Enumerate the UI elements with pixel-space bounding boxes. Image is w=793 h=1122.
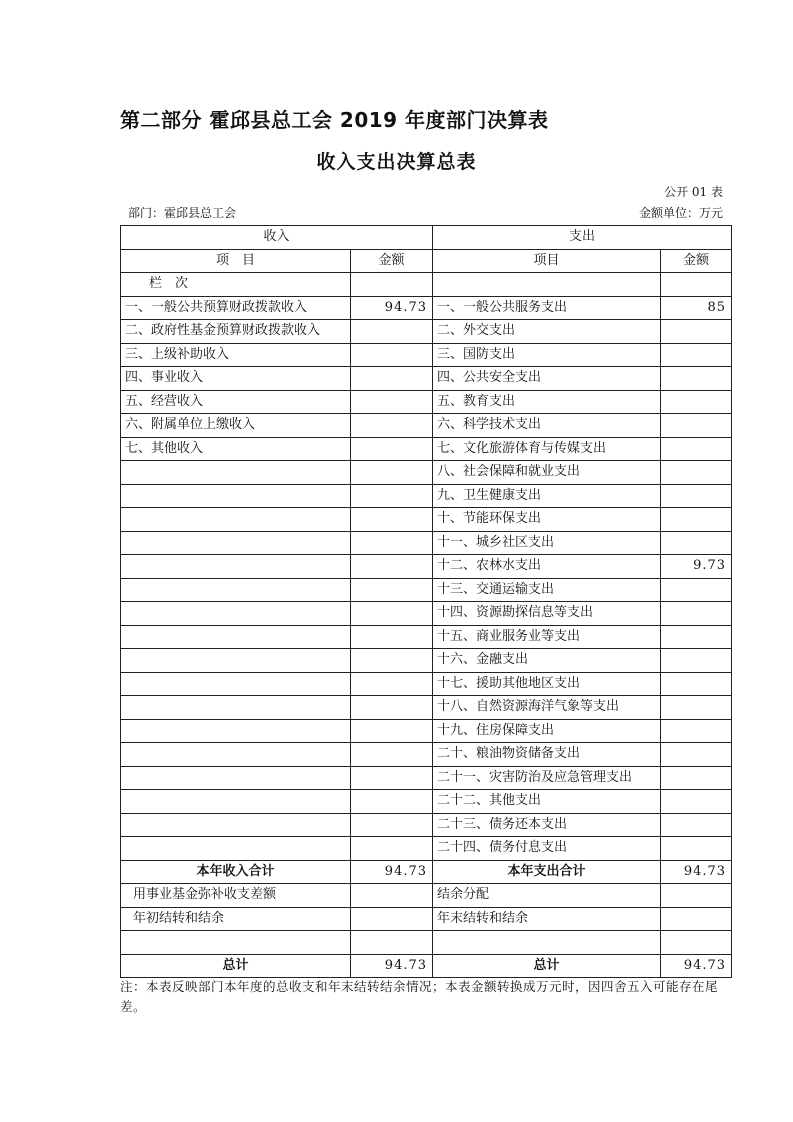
income-total-label: 总计 [121, 954, 351, 978]
income-total-amount: 94.73 [351, 954, 433, 978]
income-item-cell [121, 672, 351, 696]
table-row [121, 461, 732, 485]
table-row [121, 649, 732, 673]
table-row [121, 484, 732, 508]
income-item-cell [121, 837, 351, 861]
expense-item-cell: 二十三、债务还本支出 [433, 813, 661, 837]
expense-item-cell: 六、科学技术支出 [433, 414, 661, 438]
table-row [121, 414, 732, 438]
income-item-cell: 二、政府性基金预算财政拨款收入 [121, 320, 351, 344]
expense-amount-cell [661, 649, 732, 673]
expense-item-cell: 二十、粮油物资储备支出 [433, 743, 661, 767]
income-item-cell: 用事业基金弥补收支差额 [121, 884, 351, 908]
income-amount-cell [351, 414, 433, 438]
table-row [121, 367, 732, 391]
income-item-header: 项 目 [121, 249, 351, 273]
expense-item-cell: 七、文化旅游体育与传媒支出 [433, 437, 661, 461]
table-row [121, 837, 732, 861]
income-amount-cell [351, 508, 433, 532]
income-item-cell [121, 625, 351, 649]
income-amount-cell [351, 437, 433, 461]
income-item-cell [121, 813, 351, 837]
income-amount-cell [351, 343, 433, 367]
table-row [121, 320, 732, 344]
expense-amount-cell [661, 837, 732, 861]
expense-item-header: 项目 [433, 249, 661, 273]
income-amount-cell [351, 790, 433, 814]
expense-amount-cell: 85 [661, 296, 732, 320]
table-row [121, 790, 732, 814]
header-row-columns [121, 249, 732, 273]
expense-item-cell: 二十四、债务付息支出 [433, 837, 661, 861]
income-item-cell [121, 602, 351, 626]
expense-amount-cell [661, 437, 732, 461]
expense-amount-cell: 9.73 [661, 555, 732, 579]
income-amount-cell [351, 367, 433, 391]
form-code: 公开 01 表 [664, 185, 723, 199]
table-row [121, 884, 732, 908]
subtotal-row [121, 860, 732, 884]
expense-amount-cell [661, 625, 732, 649]
income-amount-cell [351, 390, 433, 414]
income-item-cell [121, 931, 351, 955]
income-item-cell: 六、附属单位上缴收入 [121, 414, 351, 438]
income-item-cell: 一、一般公共预算财政拨款收入 [121, 296, 351, 320]
expense-amount-cell [661, 602, 732, 626]
table-row [121, 672, 732, 696]
income-amount-cell [351, 766, 433, 790]
expense-item-cell: 三、国防支出 [433, 343, 661, 367]
income-amount-cell [351, 320, 433, 344]
expense-subtotal-label: 本年支出合计 [433, 860, 661, 884]
empty-cell [661, 273, 732, 297]
expense-amount-cell [661, 367, 732, 391]
income-item-cell: 五、经营收入 [121, 390, 351, 414]
expense-amount-cell [661, 813, 732, 837]
income-amount-cell [351, 625, 433, 649]
table-row [121, 390, 732, 414]
expense-item-cell: 结余分配 [433, 884, 661, 908]
expense-item-cell: 十九、住房保障支出 [433, 719, 661, 743]
expense-amount-cell [661, 766, 732, 790]
empty-cell [433, 273, 661, 297]
expense-item-cell: 年末结转和结余 [433, 907, 661, 931]
income-item-cell [121, 555, 351, 579]
income-amount-cell [351, 531, 433, 555]
expense-subtotal-amount: 94.73 [661, 860, 732, 884]
income-item-cell [121, 578, 351, 602]
expense-item-cell: 十一、城乡社区支出 [433, 531, 661, 555]
income-amount-cell [351, 696, 433, 720]
expense-item-cell: 十六、金融支出 [433, 649, 661, 673]
column-number-row [121, 273, 732, 297]
income-item-cell [121, 696, 351, 720]
income-amount-cell [351, 813, 433, 837]
expense-amount-cell [661, 719, 732, 743]
income-item-cell [121, 531, 351, 555]
expense-item-cell: 十、节能环保支出 [433, 508, 661, 532]
table-row [121, 296, 732, 320]
income-amount-cell [351, 461, 433, 485]
income-amount-cell [351, 884, 433, 908]
income-item-cell [121, 508, 351, 532]
expense-item-cell: 十三、交通运输支出 [433, 578, 661, 602]
expense-item-cell [433, 931, 661, 955]
income-amount-cell [351, 931, 433, 955]
table-note: 注：本表反映部门本年度的总收支和年末结转结余情况；本表金额转换成万元时，因四舍五入可能存在尾差。 [120, 979, 719, 1014]
expense-amount-cell [661, 484, 732, 508]
expense-item-cell: 十五、商业服务业等支出 [433, 625, 661, 649]
table-row [121, 555, 732, 579]
table-row [121, 696, 732, 720]
expense-item-cell: 十二、农林水支出 [433, 555, 661, 579]
expense-amount-cell [661, 390, 732, 414]
income-item-cell [121, 461, 351, 485]
income-amount-cell [351, 672, 433, 696]
page-heading: 第二部分 霍邱县总工会 2019 年度部门决算表 [120, 108, 549, 132]
expense-amount-cell [661, 414, 732, 438]
table-row [121, 743, 732, 767]
income-amount-cell [351, 484, 433, 508]
department-label: 部门：霍邱县总工会 [128, 206, 237, 220]
expense-item-cell: 九、卫生健康支出 [433, 484, 661, 508]
income-amount-header: 金额 [351, 249, 433, 273]
income-amount-cell [351, 743, 433, 767]
income-item-cell: 四、事业收入 [121, 367, 351, 391]
expense-amount-cell [661, 907, 732, 931]
table-row [121, 766, 732, 790]
empty-cell [351, 273, 433, 297]
expense-item-cell: 二、外交支出 [433, 320, 661, 344]
income-section-header: 收入 [121, 226, 433, 250]
expense-amount-cell [661, 461, 732, 485]
table-row [121, 813, 732, 837]
expense-amount-cell [661, 531, 732, 555]
expense-amount-cell [661, 508, 732, 532]
income-amount-cell [351, 907, 433, 931]
table-row [121, 531, 732, 555]
table-title: 收入支出决算总表 [316, 151, 477, 173]
header-row-sections [121, 226, 732, 250]
income-item-cell [121, 719, 351, 743]
income-amount-cell [351, 555, 433, 579]
income-subtotal-amount: 94.73 [351, 860, 433, 884]
column-number-label: 栏 次 [121, 273, 351, 297]
expense-item-cell: 十八、自然资源海洋气象等支出 [433, 696, 661, 720]
expense-amount-cell [661, 884, 732, 908]
expense-item-cell: 二十二、其他支出 [433, 790, 661, 814]
table-row [121, 508, 732, 532]
table-row [121, 602, 732, 626]
table-row [121, 578, 732, 602]
expense-section-header: 支出 [433, 226, 732, 250]
expense-item-cell: 十七、援助其他地区支出 [433, 672, 661, 696]
expense-amount-cell [661, 672, 732, 696]
expense-total-label: 总计 [433, 954, 661, 978]
income-item-cell [121, 484, 351, 508]
expense-item-cell: 一、一般公共服务支出 [433, 296, 661, 320]
expense-item-cell: 二十一、灾害防治及应急管理支出 [433, 766, 661, 790]
income-amount-cell [351, 578, 433, 602]
income-item-cell [121, 649, 351, 673]
expense-amount-cell [661, 696, 732, 720]
income-item-cell [121, 790, 351, 814]
income-amount-cell [351, 602, 433, 626]
expense-amount-cell [661, 578, 732, 602]
table-row [121, 625, 732, 649]
table-row [121, 719, 732, 743]
table-row [121, 343, 732, 367]
income-item-cell [121, 766, 351, 790]
table-row [121, 437, 732, 461]
table-row [121, 907, 732, 931]
expense-item-cell: 五、教育支出 [433, 390, 661, 414]
expense-amount-cell [661, 931, 732, 955]
income-item-cell: 年初结转和结余 [121, 907, 351, 931]
expense-amount-cell [661, 320, 732, 344]
expense-amount-cell [661, 343, 732, 367]
income-expense-table [120, 225, 732, 978]
expense-item-cell: 四、公共安全支出 [433, 367, 661, 391]
expense-item-cell: 十四、资源勘探信息等支出 [433, 602, 661, 626]
income-item-cell: 三、上级补助收入 [121, 343, 351, 367]
amount-unit-label: 金额单位：万元 [638, 206, 723, 220]
expense-amount-header: 金额 [661, 249, 732, 273]
income-amount-cell: 94.73 [351, 296, 433, 320]
expense-item-cell: 八、社会保障和就业支出 [433, 461, 661, 485]
total-row [121, 954, 732, 978]
income-item-cell [121, 743, 351, 767]
expense-amount-cell [661, 743, 732, 767]
income-item-cell: 七、其他收入 [121, 437, 351, 461]
income-amount-cell [351, 837, 433, 861]
income-subtotal-label: 本年收入合计 [121, 860, 351, 884]
expense-total-amount: 94.73 [661, 954, 732, 978]
income-amount-cell [351, 649, 433, 673]
expense-amount-cell [661, 790, 732, 814]
income-amount-cell [351, 719, 433, 743]
table-row [121, 931, 732, 955]
